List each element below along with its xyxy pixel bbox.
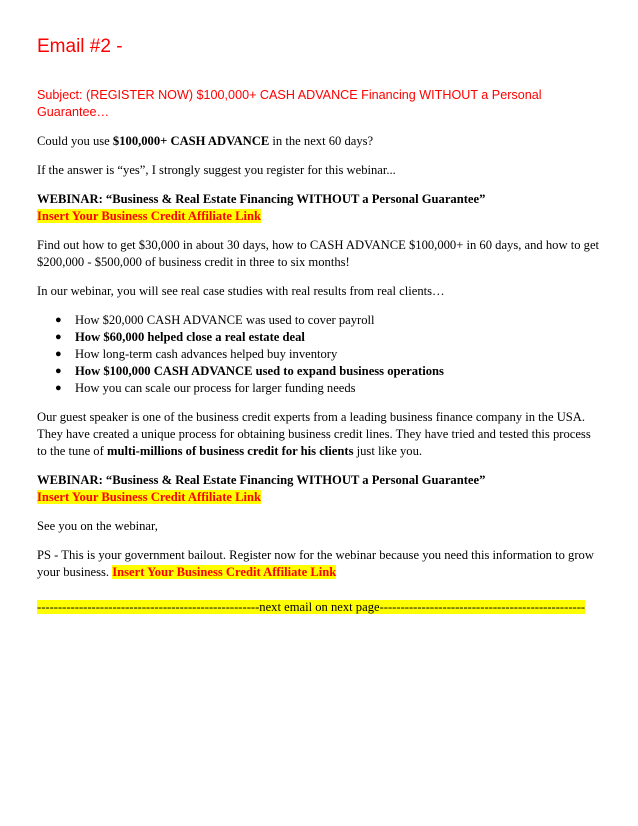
webinar-title: WEBINAR: “Business & Real Estate Financing WITHOUT a Personal Guarantee” (37, 473, 486, 487)
list-item-text: How $100,000 CASH ADVANCE used to expand business operations (75, 364, 444, 378)
speaker-post: just like you. (353, 444, 423, 458)
find-out-paragraph: Find out how to get $30,000 in about 30 days, how to CASH ADVANCE $100,000+ in 60 days, and how to get $200,000 - $500,000 of business credit in three to six months! (37, 238, 600, 269)
affiliate-link[interactable]: Insert Your Business Credit Affiliate Link (112, 565, 337, 579)
webinar-block-1 (37, 191, 603, 225)
webinar-block-2 (37, 472, 603, 506)
affiliate-link[interactable]: Insert Your Business Credit Affiliate Link (37, 209, 262, 223)
bullet-icon: ● (55, 314, 62, 326)
speaker-bold: multi-millions of business credit for his clients (106, 444, 354, 458)
divider-label: next email on next page (259, 600, 380, 614)
divider-right: ------------------------------------------------- (379, 600, 586, 614)
email-title: Email #2 - (37, 36, 123, 57)
list-item (55, 380, 603, 397)
case-studies-intro: In our webinar, you will see real case studies with real results from real clients… (37, 284, 445, 298)
bullet-icon: ● (55, 331, 62, 343)
list-item (55, 363, 603, 380)
speaker-paragraph (37, 409, 603, 460)
list-item (55, 312, 603, 329)
bullet-icon: ● (55, 382, 62, 394)
document-page (37, 36, 603, 616)
bullet-icon: ● (55, 365, 62, 377)
question-bold: $100,000+ CASH ADVANCE (112, 134, 270, 148)
ps-paragraph (37, 547, 603, 581)
list-item (55, 346, 603, 363)
divider-left: ----------------------------------------------------- (37, 600, 260, 614)
ps-text: PS - This is your government bailout. Register now for the webinar because you need this information to grow your business. (37, 548, 594, 579)
bullet-icon: ● (55, 348, 62, 360)
list-item-text: How $20,000 CASH ADVANCE was used to cover payroll (75, 313, 375, 327)
list-item-text: How you can scale our process for larger funding needs (75, 381, 356, 395)
case-study-list (37, 312, 603, 397)
list-item-text: How $60,000 helped close a real estate deal (75, 330, 305, 344)
list-item (55, 329, 603, 346)
webinar-title: WEBINAR: “Business & Real Estate Financing WITHOUT a Personal Guarantee” (37, 192, 486, 206)
next-email-divider (37, 599, 603, 616)
see-you-line: See you on the webinar, (37, 519, 158, 533)
question-pre: Could you use (37, 134, 113, 148)
speaker-pre: Our guest speaker is one of the business credit experts from a leading business finance company in the USA. They have created a unique process for obtaining business credit lines. They have tried and tested this process to the tune of (37, 410, 591, 458)
list-item-text: How long-term cash advances helped buy inventory (75, 347, 338, 361)
subject-line: Subject: (REGISTER NOW) $100,000+ CASH ADVANCE Financing WITHOUT a Personal Guarantee… (37, 88, 542, 119)
question-paragraph (37, 133, 603, 150)
question-post: in the next 60 days? (269, 134, 374, 148)
if-answer-paragraph: If the answer is “yes”, I strongly suggest you register for this webinar... (37, 163, 396, 177)
affiliate-link[interactable]: Insert Your Business Credit Affiliate Link (37, 490, 262, 504)
